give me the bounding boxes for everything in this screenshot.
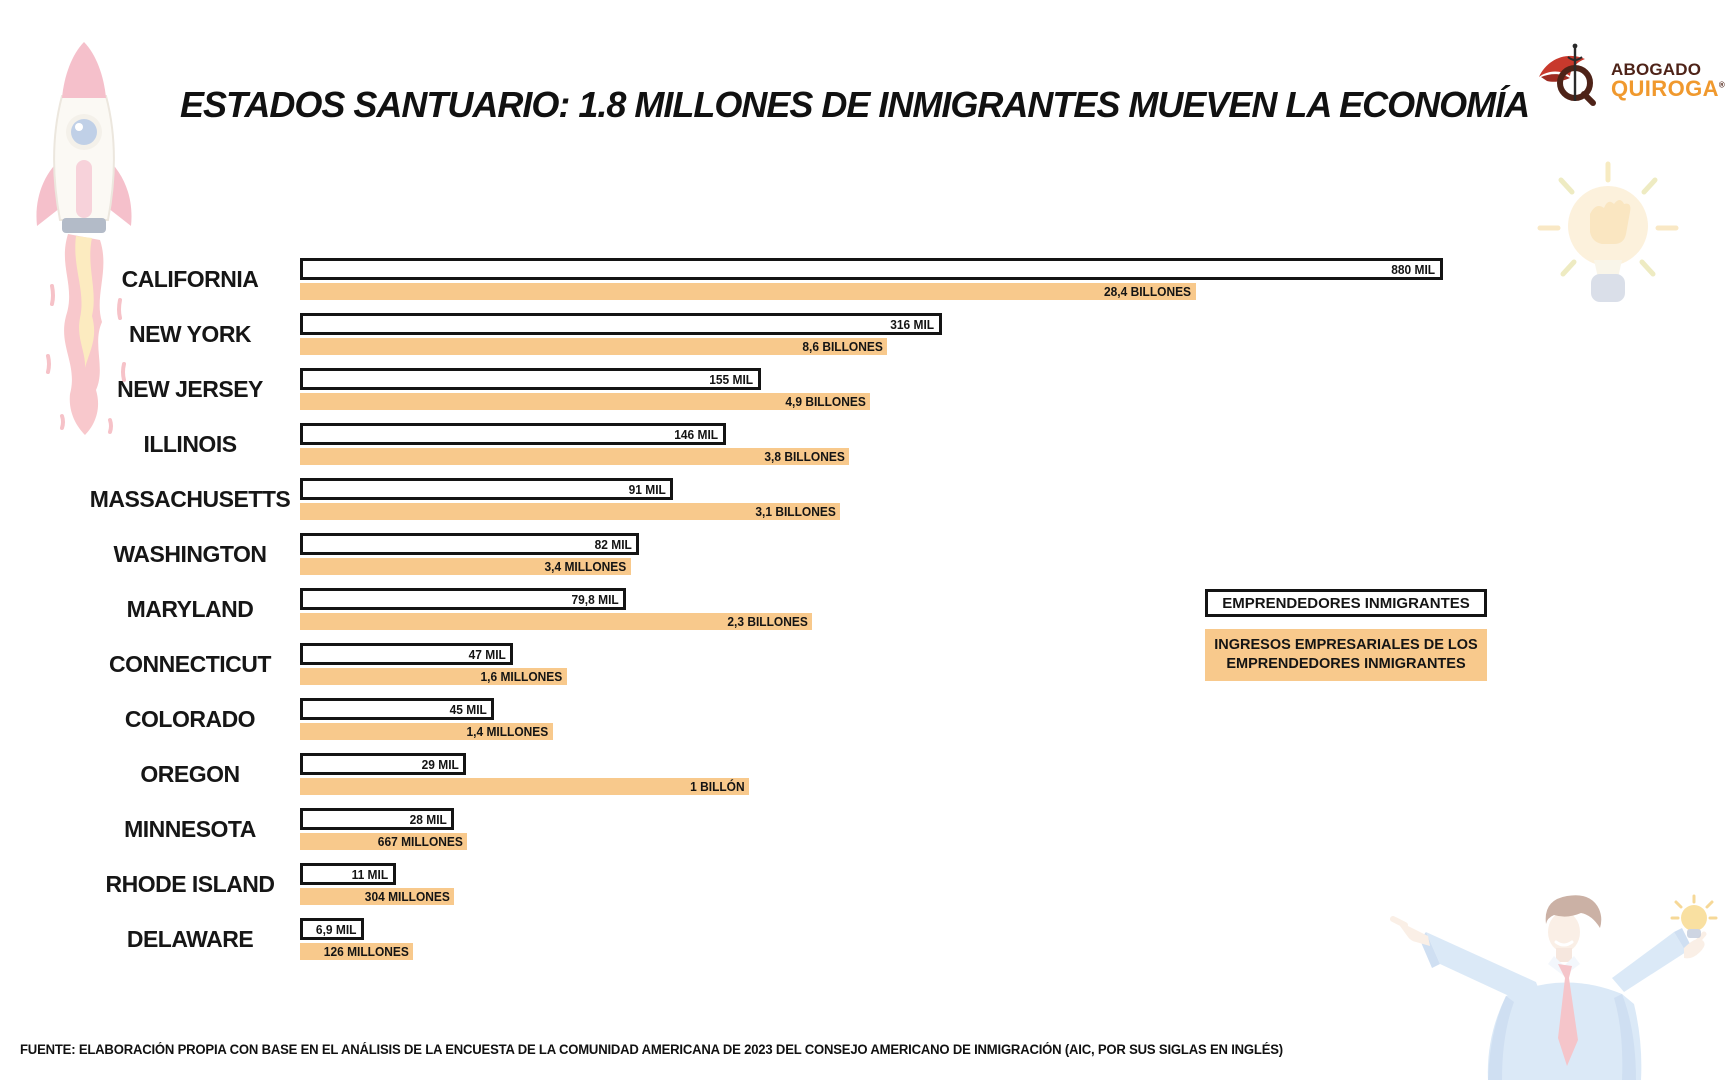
income-bar [300, 888, 454, 905]
income-bar [300, 668, 567, 685]
entrepreneurs-value: 155 MIL [709, 371, 754, 387]
legend-income [1205, 629, 1487, 681]
state-label: NEW YORK [128, 321, 252, 347]
state-label: DELAWARE [126, 926, 254, 952]
income-value: 1,6 MILLONES [480, 669, 563, 684]
legend-income-line1: INGRESOS EMPRESARIALES DE LOS [1214, 637, 1478, 654]
state-label: ILLINOIS [143, 431, 237, 457]
entrepreneurs-value: 82 MIL [594, 536, 632, 552]
income-bar [300, 338, 887, 355]
chart-row-colorado [0, 698, 1500, 741]
state-label: MINNESOTA [124, 816, 256, 842]
entrepreneurs-bar [300, 533, 639, 555]
entrepreneurs-bar [300, 368, 761, 390]
entrepreneurs-bar [300, 258, 1443, 280]
income-bar [300, 613, 812, 630]
state-label: NEW JERSEY [117, 376, 263, 402]
entrepreneurs-value: 47 MIL [468, 646, 506, 662]
income-value: 126 MILLONES [323, 944, 409, 959]
income-value: 3,4 MILLONES [544, 559, 627, 574]
legend-entrepreneurs: EMPRENDEDORES INMIGRANTES [1205, 589, 1487, 617]
income-bar [300, 723, 553, 740]
entrepreneurs-value: 146 MIL [674, 426, 719, 442]
state-label: WASHINGTON [113, 541, 267, 567]
entrepreneurs-bar [300, 698, 494, 720]
entrepreneurs-bar [300, 918, 364, 940]
entrepreneurs-bar [300, 863, 396, 885]
entrepreneurs-value: 45 MIL [449, 701, 487, 717]
state-label: CALIFORNIA [121, 266, 259, 292]
registered-mark: ® [1718, 80, 1726, 90]
entrepreneurs-value: 79,8 MIL [571, 591, 619, 607]
chart-row-delaware [0, 918, 1500, 961]
income-bar [300, 283, 1196, 300]
income-bar [300, 778, 749, 795]
chart-row-california [0, 258, 1500, 301]
income-bar [300, 393, 870, 410]
income-value: 28,4 BILLONES [1104, 284, 1192, 299]
entrepreneurs-bar [300, 423, 726, 445]
income-bar [300, 448, 849, 465]
entrepreneurs-value: 91 MIL [628, 481, 666, 497]
income-bar [300, 558, 631, 575]
chart-row-oregon [0, 753, 1500, 796]
logo-line1: ABOGADO [1611, 59, 1702, 79]
chart-row-washington [0, 533, 1500, 576]
entrepreneurs-value: 6,9 MIL [315, 921, 357, 937]
chart-row-illinois [0, 423, 1500, 466]
entrepreneurs-bar [300, 643, 513, 665]
income-value: 304 MILLONES [364, 889, 450, 904]
state-label: CONNECTICUT [109, 651, 271, 677]
entrepreneurs-value: 28 MIL [409, 811, 447, 827]
chart-row-new-jersey [0, 368, 1500, 411]
income-bar [300, 943, 413, 960]
entrepreneurs-value: 316 MIL [890, 316, 935, 332]
source-note: FUENTE: ELABORACIÓN PROPIA CON BASE EN EL ANÁLISIS DE LA ENCUESTA DE LA COMUNIDAD AMERICANA DE 2023 DEL CONSEJO AMERICANO DE INMIGRACIÓN (AIC, POR SUS SIGLAS EN INGLÉS) [20, 1042, 1283, 1057]
chart-row-new-york [0, 313, 1500, 356]
state-label: MARYLAND [126, 596, 254, 622]
chart-row-massachusetts [0, 478, 1500, 521]
entrepreneurs-bar [300, 313, 942, 335]
page-title: ESTADOS SANTUARIO: 1.8 MILLONES DE INMIGRANTES MUEVEN LA ECONOMÍA [180, 84, 1530, 125]
entrepreneurs-bar [300, 753, 466, 775]
state-label: RHODE ISLAND [105, 871, 275, 897]
chart-row-minnesota [0, 808, 1500, 851]
income-value: 4,9 BILLONES [784, 394, 866, 409]
income-value: 8,6 BILLONES [801, 339, 883, 354]
person-with-lightbulb-illustration [1388, 890, 1728, 1080]
state-label: COLORADO [124, 706, 256, 732]
entrepreneurs-value: 11 MIL [351, 866, 389, 882]
entrepreneurs-value: 880 MIL [1391, 261, 1436, 277]
state-label: OREGON [140, 761, 240, 787]
entrepreneurs-bar [300, 478, 673, 500]
income-bar [300, 833, 467, 850]
logo-line2: QUIROGA® [1611, 75, 1726, 101]
income-value: 667 MILLONES [377, 834, 463, 849]
income-value: 1 BILLÓN [689, 779, 745, 794]
entrepreneurs-bar [300, 808, 454, 830]
income-bar [300, 503, 840, 520]
income-value: 1,4 MILLONES [466, 724, 549, 739]
entrepreneurs-value: 29 MIL [421, 756, 459, 772]
income-value: 2,3 BILLONES [726, 614, 808, 629]
chart-row-rhode-island [0, 863, 1500, 906]
entrepreneurs-bar [300, 588, 626, 610]
income-value: 3,8 BILLONES [763, 449, 845, 464]
income-value: 3,1 BILLONES [754, 504, 836, 519]
state-label: MASSACHUSETTS [89, 486, 291, 512]
legend-income-line2: EMPRENDEDORES INMIGRANTES [1226, 656, 1466, 672]
